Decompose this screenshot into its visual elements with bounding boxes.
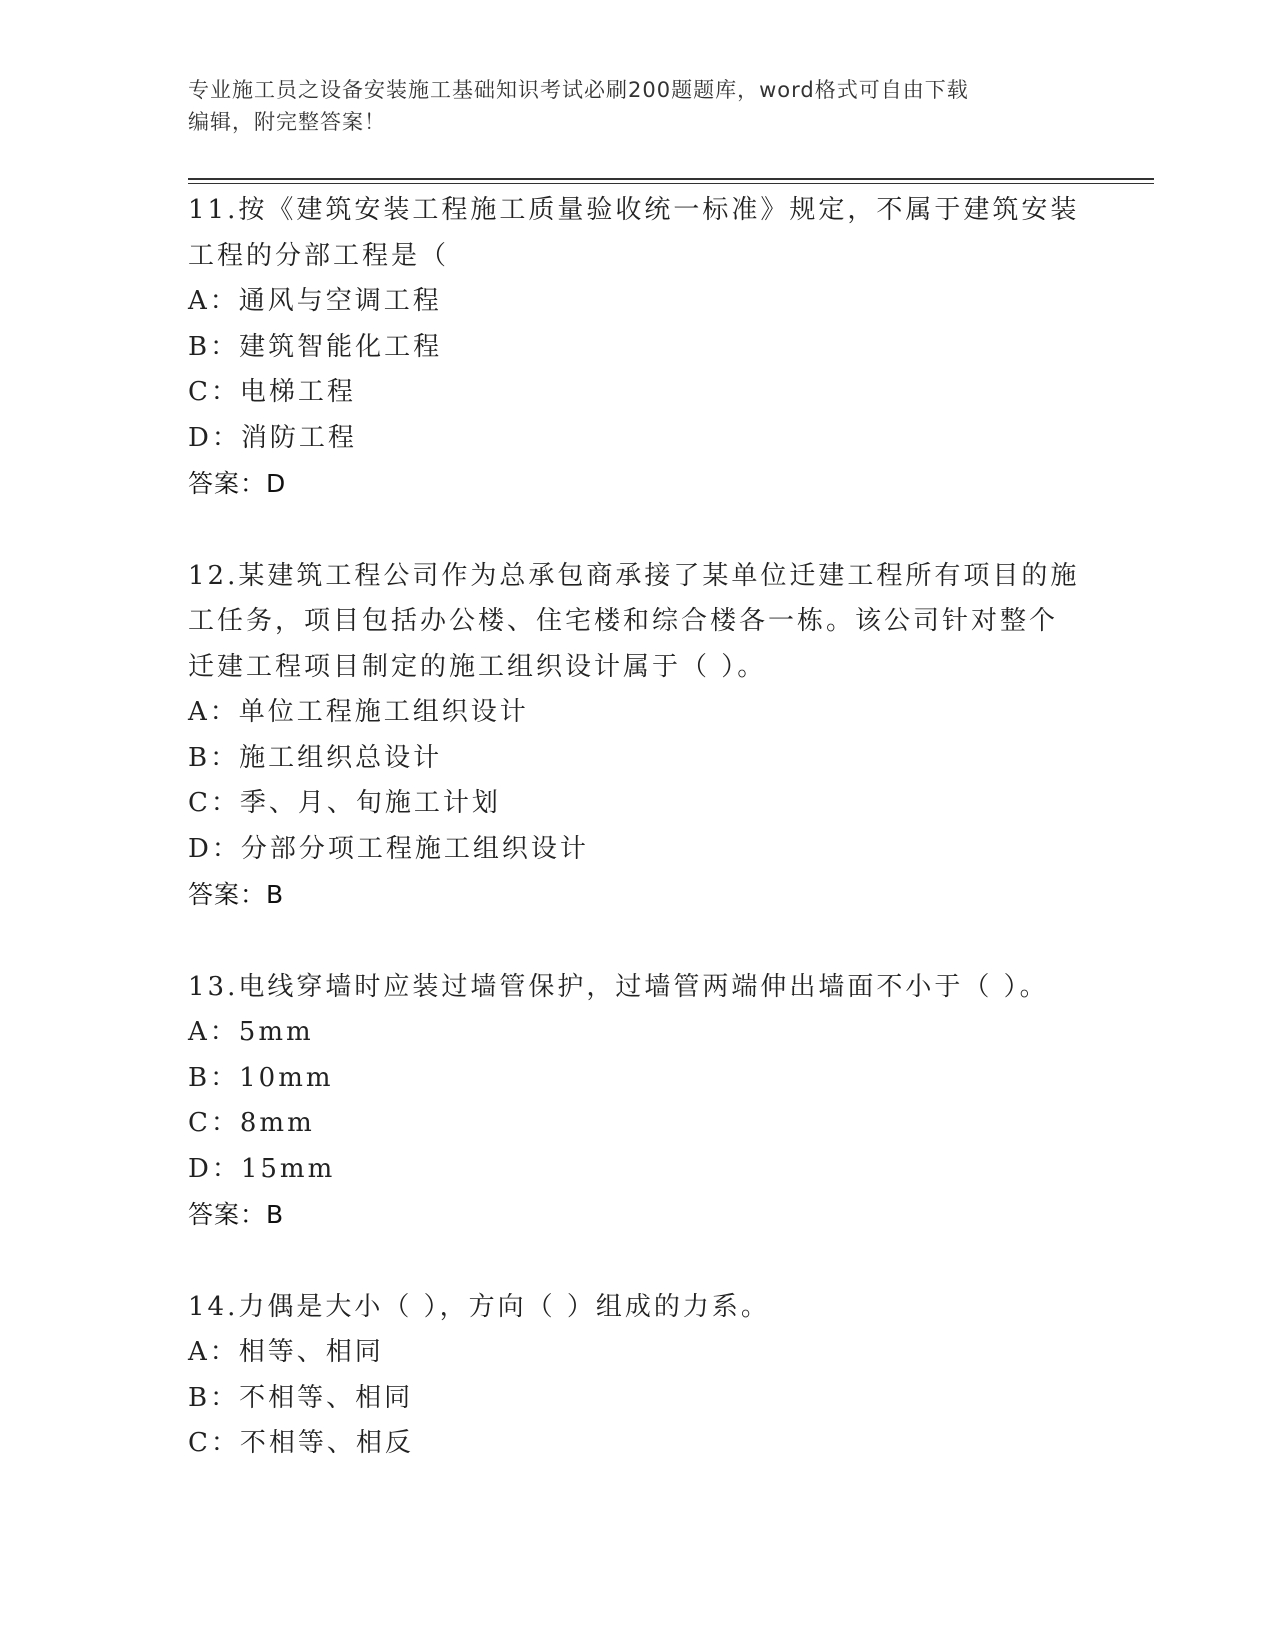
question-stem-line: 11.按《建筑安装工程施工质量验收统一标准》规定，不属于建筑安装	[188, 195, 1080, 225]
answer-label: 答案：B	[188, 880, 285, 909]
question-13	[188, 965, 1088, 1238]
question-stem-line: 迁建工程项目制定的施工组织设计属于（ ）。	[188, 651, 767, 682]
option-b: B：施工组织总设计	[188, 742, 443, 773]
answer-label: 答案：B	[188, 1200, 285, 1229]
option-a: A：5mm	[188, 1017, 314, 1047]
option-a: A：通风与空调工程	[188, 286, 442, 316]
question-stem-line: 13.电线穿墙时应装过墙管保护，过墙管两端伸出墙面不小于（ ）。	[188, 971, 1049, 1002]
option-d: D：分部分项工程施工组织设计	[188, 833, 589, 864]
document-header	[188, 74, 1068, 138]
option-b: B：不相等、相同	[188, 1382, 414, 1413]
answer-label: 答案：D	[188, 469, 287, 498]
option-b: B：建筑智能化工程	[188, 331, 443, 362]
header-divider-top	[188, 178, 1154, 180]
header-divider-bottom	[188, 183, 1154, 184]
option-c: C：不相等、相反	[188, 1428, 414, 1458]
header-line-1: 专业施工员之设备安装施工基础知识考试必刷200题题库，word格式可自由下载	[188, 78, 969, 102]
question-11	[188, 188, 1088, 507]
question-stem-line: 工程的分部工程是（	[188, 240, 450, 271]
question-stem-line: 工任务，项目包括办公楼、住宅楼和综合楼各一栋。该公司针对整个	[188, 606, 1059, 636]
question-14	[188, 1285, 1088, 1467]
option-a: A：相等、相同	[188, 1337, 384, 1367]
question-list	[188, 188, 1088, 1514]
option-a: A：单位工程施工组织设计	[188, 697, 529, 727]
option-c: C：8mm	[188, 1108, 315, 1138]
option-c: C：季、月、旬施工计划	[188, 788, 501, 818]
question-12	[188, 554, 1088, 918]
option-b: B：10mm	[188, 1062, 334, 1093]
question-stem-line: 12.某建筑工程公司作为总承包商承接了某单位迁建工程所有项目的施	[188, 560, 1080, 591]
option-c: C：电梯工程	[188, 377, 356, 407]
option-d: D：15mm	[188, 1153, 336, 1184]
header-line-2: 编辑，附完整答案！	[188, 110, 386, 134]
question-stem-line: 14.力偶是大小（ ），方向（ ）组成的力系。	[188, 1291, 770, 1322]
option-d: D：消防工程	[188, 422, 357, 453]
